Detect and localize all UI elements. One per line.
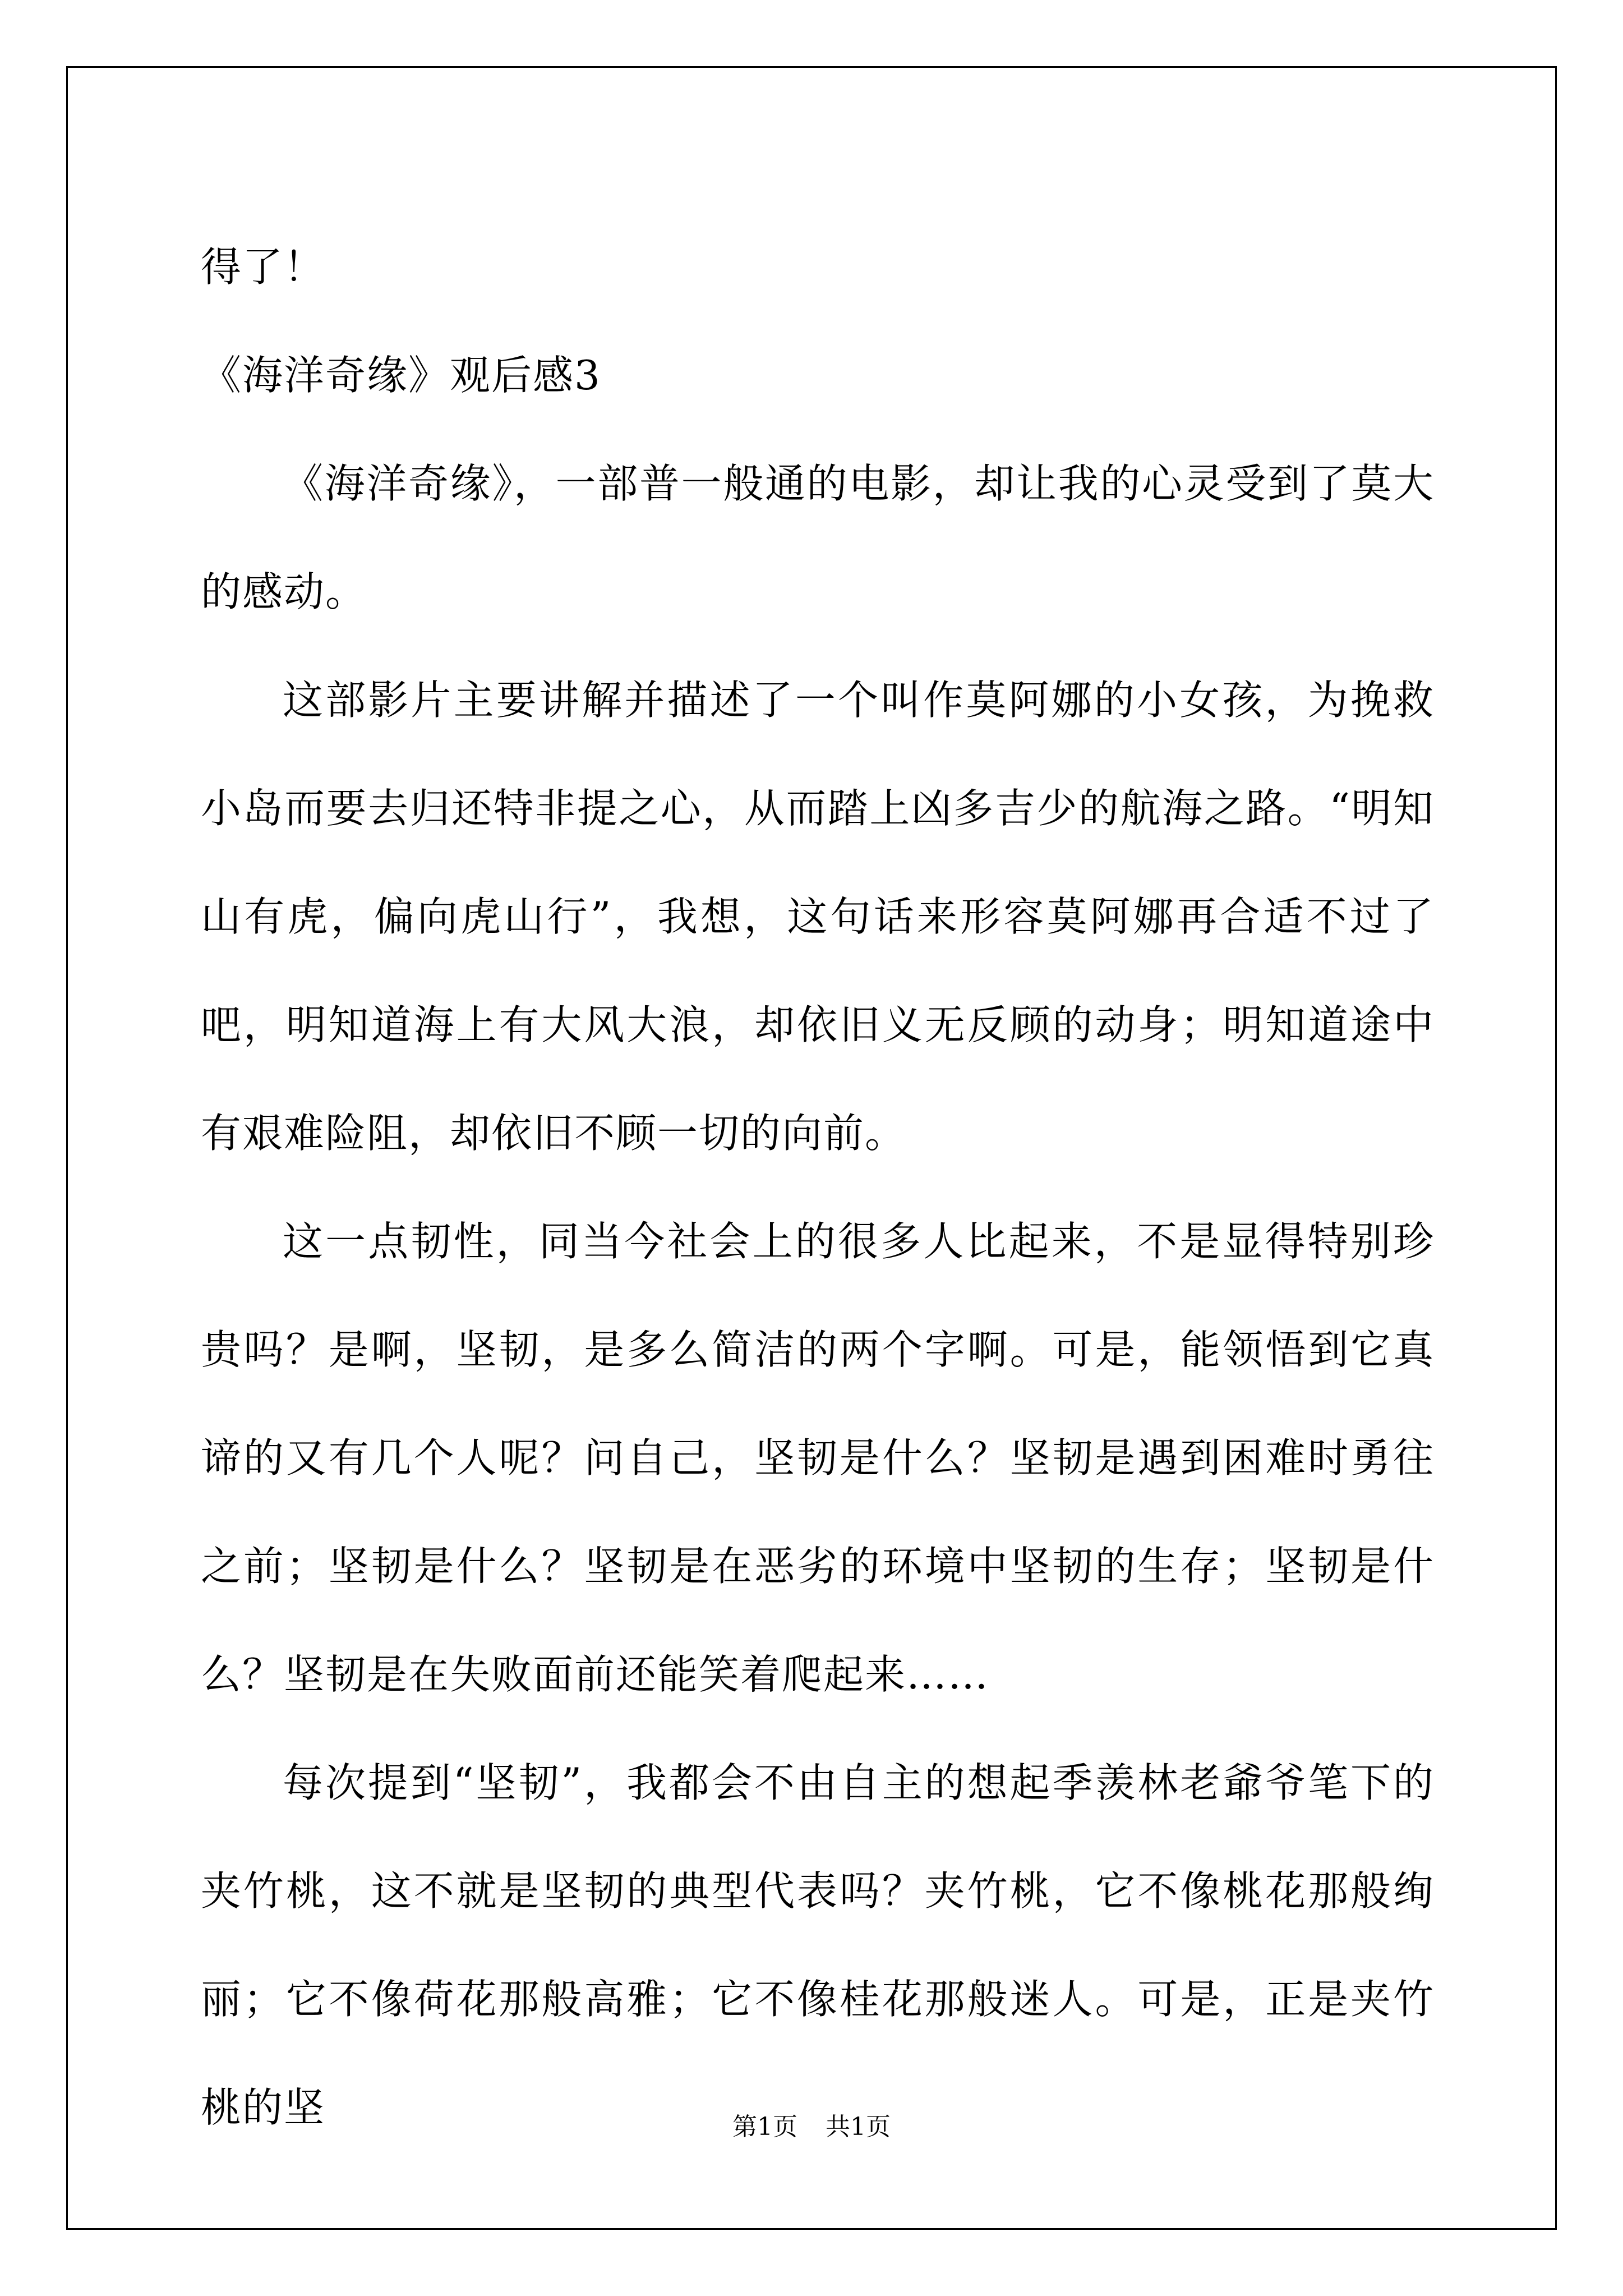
page-total: 共1页 <box>826 2113 891 2141</box>
page-number: 第1页 <box>732 2113 797 2141</box>
page-footer <box>0 2110 1623 2144</box>
paragraph-4: 每次提到“坚韧”，我都会不由自主的想起季羡林老爺爷笔下的夹竹桃，这不就是坚韧的典型代表吗？夹竹桃，它不像桃花那般绚丽；它不像荷花那般高雅；它不像桂花那般迷人。可是，正是夹竹桃的坚 <box>201 1759 1435 2131</box>
document-body <box>201 213 1435 2162</box>
continuation-line: 得了！ <box>201 243 326 291</box>
paragraph-2: 这部影片主要讲解并描述了一个叫作莫阿娜的小女孩，为挽救小岛而要去归还特非提之心，从而踏上凶多吉少的航海之路。“明知山有虎，偏向虎山行”，我想，这句话来形容莫阿娜再合适不过了吧，明知道海上有大风大浪，却依旧义无反顾的动身；明知道途中有艰难险阻，却依旧不顾一切的向前。 <box>201 677 1435 1157</box>
essay-title: 《海洋奇缘》观后感3 <box>201 352 601 399</box>
paragraph-3: 这一点韧性，同当今社会上的很多人比起来，不是显得特别珍贵吗？是啊，坚韧，是多么简洁的两个字啊。可是，能领悟到它真谛的又有几个人呢？问自己，坚韧是什么？坚韧是遇到困难时勇往之前；坚韧是什么？坚韧是在恶劣的环境中坚韧的生存；坚韧是什么？坚韧是在失败面前还能笑着爬起来…… <box>201 1218 1435 1698</box>
paragraph-1: 《海洋奇缘》，一部普一般通的电影，却让我的心灵受到了莫大的感动。 <box>201 460 1435 615</box>
